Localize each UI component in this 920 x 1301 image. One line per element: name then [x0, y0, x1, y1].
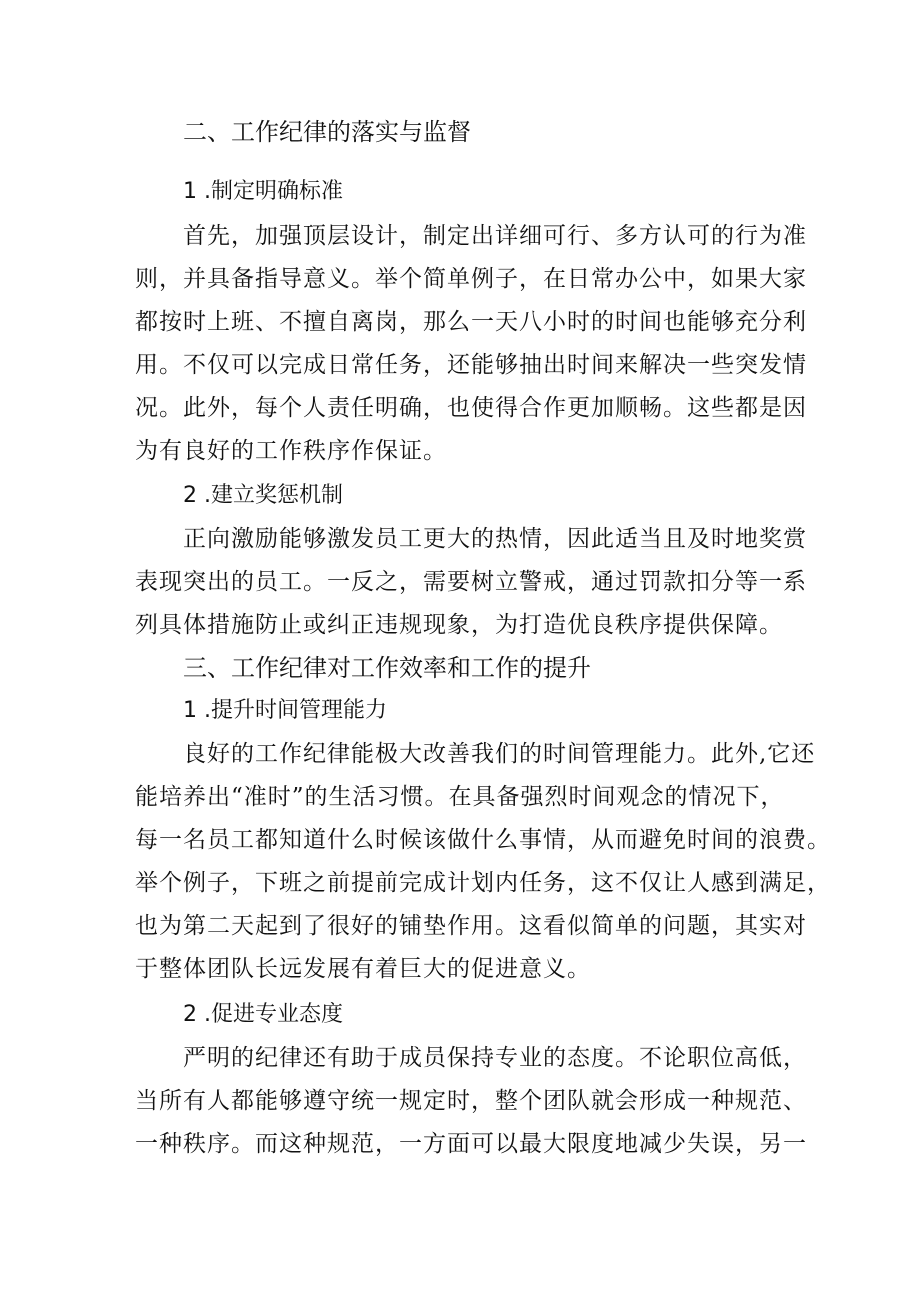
- paragraph-line: 列具体措施防止或纠正违规现象，为打造优良秩序提供保障。: [135, 612, 783, 638]
- subsection-heading: 1 .制定明确标准: [183, 179, 343, 204]
- paragraph-line: 一种秩序。而这种规范，一方面可以最大限度地减少失误，另一: [135, 1131, 807, 1157]
- paragraph-line: 严明的纪律还有助于成员保持专业的态度。不论职位高低，: [183, 1045, 807, 1071]
- subsection-heading: 1 .提升时间管理能力: [183, 698, 387, 723]
- section-heading: 三、工作纪律对工作效率和工作的提升: [183, 654, 591, 682]
- paragraph-line: 用。不仅可以完成日常任务，还能够抽出时间来解决一些突发情: [135, 352, 807, 378]
- paragraph-line: 为有良好的工作秩序作保证。: [135, 438, 447, 464]
- paragraph-line: 良好的工作纪律能极大改善我们的时间管理能力。此外,它还: [183, 741, 816, 767]
- subsection-heading: 2 .建立奖惩机制: [183, 483, 343, 508]
- paragraph-line: 也为第二天起到了很好的铺垫作用。这看似简单的问题，其实对: [135, 913, 807, 939]
- paragraph-line: 举个例子，下班之前提前完成计划内任务，这不仅让人感到满足，: [135, 870, 831, 896]
- section-heading: 二、工作纪律的落实与监督: [183, 118, 471, 146]
- paragraph-line: 每一名员工都知道什么时候该做什么事情，从而避免时间的浪费。: [135, 827, 831, 853]
- paragraph-line: 则，并具备指导意义。举个简单例子，在日常办公中，如果大家: [135, 266, 807, 292]
- paragraph-line: 都按时上班、不擅自离岗，那么一天八小时的时间也能够充分利: [135, 309, 807, 335]
- paragraph-line: 况。此外，每个人责任明确，也使得合作更加顺畅。这些都是因: [135, 395, 807, 421]
- paragraph-line: 表现突出的员工。一反之，需要树立警戒，通过罚款扣分等一系: [135, 569, 807, 595]
- paragraph-line: 于整体团队长远发展有着巨大的促进意义。: [135, 956, 591, 982]
- subsection-heading: 2 .促进专业态度: [183, 1002, 343, 1027]
- paragraph-line: 能培养出“准时”的生活习惯。在具备强烈时间观念的情况下，: [135, 784, 785, 810]
- paragraph-line: 当所有人都能够遵守统一规定时，整个团队就会形成一种规范、: [135, 1088, 807, 1114]
- paragraph-line: 正向激励能够激发员工更大的热情，因此适当且及时地奖赏: [183, 526, 807, 552]
- paragraph-line: 首先，加强顶层设计，制定出详细可行、多方认可的行为准: [183, 223, 807, 249]
